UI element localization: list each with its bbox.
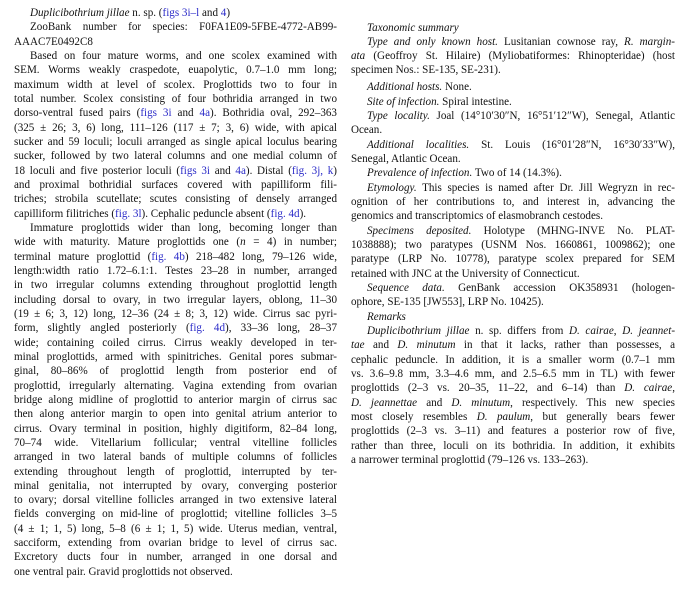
text: , [613,324,623,337]
text-line [14,379,337,393]
text-line [351,152,675,166]
figure-link[interactable]: 4 [220,7,227,19]
text-line [351,123,675,137]
text: (Geoffroy St. Hilaire) (Myliobatiformes: Rhinopteridae) (host [365,50,675,63]
text: a narrower terminal proglottid (79–126 vs. 133–263). [351,453,589,466]
text-line [14,350,337,364]
text-line [14,479,337,493]
text: (19 ± 6; 3, 12) long, 12–36 (24 ± 8; 3, 12) wide. Cirrus sac pyri- [14,307,337,320]
text-line [14,63,337,77]
text: wide; containing coiled cirrus. Cirrus weakly developed in ter- [14,336,337,349]
text: Two of 14 (14.3%). [472,167,562,180]
italic-text: Duplicibothrium jillae [367,324,470,337]
text: to ovary; dorsal vitelline follicles arranged in two extensive lateral [14,494,337,507]
text: form, slightly angled posteriorly ( [14,322,190,335]
text-line [351,95,675,109]
italic-text: ata [351,50,366,63]
text-line [14,192,337,206]
right-column [351,21,675,468]
paragraph [351,310,675,324]
paragraph [14,6,337,20]
italic-text: D. paulum [476,410,531,423]
italic-text: R. margin- [624,35,675,48]
text-line [14,364,337,378]
text-line [14,393,337,407]
text: and [417,396,452,409]
text-line [351,295,675,309]
text: GenBank accession OK358931 (hologen- [444,281,675,294]
italic-text: Type locality. [367,109,430,122]
text: ginal, 80–86% of proglottid length from posterior end of [14,365,337,378]
text-line [14,35,337,49]
text: wide with maturity. Mature proglottids one ( [14,236,241,249]
text-line [14,135,337,149]
italic-text: n [240,236,246,249]
text: ) [333,164,337,177]
text: Immature proglottids wider than long, becoming longer than [30,221,337,234]
figure-link[interactable]: 4a [199,107,210,120]
text: and proximal bothridial surfaces covered with papilliform fili- [14,178,337,191]
text-line [14,221,337,235]
text-line [14,493,337,507]
text-line [14,178,337,192]
italic-text: Remarks [367,310,406,323]
text: then along anterior margin to open into genital atrium anterior to [14,408,337,421]
text: ophore, SE-135 [JW553], LRP No. 10425). [351,296,544,309]
text: 18 loculi and five posterior loculi ( [14,164,181,177]
paragraph [351,109,675,138]
text-line [351,195,675,209]
text: capilliform filitriches ( [14,207,116,220]
paragraph [351,281,675,310]
italic-text: D. jeannet- [622,324,676,337]
text-line [14,278,337,292]
text-line [351,281,675,295]
text: minal proglottids, armed with spinitriches. Genital pores submar- [14,350,337,363]
text: n. sp. differs from [469,324,569,337]
text-line [14,465,337,479]
figure-link[interactable]: figs 3i [140,107,172,120]
text-line [351,396,675,410]
text-line [14,565,337,579]
italic-text: Site of infection. [367,95,440,108]
text: and [210,164,236,177]
text-line [14,550,337,564]
text-line [14,92,337,106]
text: AAAC7E0492C8 [14,35,93,48]
text-line [351,267,675,281]
text: ognition of her contributions to, and interest in, advancing the [351,195,675,208]
italic-text: Specimens deposited. [367,224,472,237]
italic-text: Additional hosts. [367,81,443,94]
text-line [14,164,337,178]
italic-text: Sequence data. [367,281,445,294]
italic-text: D. minutum [451,396,511,409]
paragraph [351,166,675,180]
paragraph [351,95,675,109]
text: genomics and transcriptomics of elasmobranch cestodes. [351,210,603,223]
text-line [14,121,337,135]
paragraph [351,181,675,224]
paragraph [351,138,675,167]
italic-text: Taxonomic summary [367,21,459,34]
text-line [351,109,675,123]
paragraph [351,21,675,35]
text: vs. 3.6–9.8 mm, 3.3–4.6 mm, and 2.5–6.5 mm in TL) with fewer [351,367,675,380]
text: cephalic peduncle. In addition, it is a smaller worm (0.7–1 mm [351,353,675,366]
text: length:width ratio 1.72–6.1:1. Testes 23–28 in number, arranged [14,264,337,277]
text-line [351,224,675,238]
text: sucker and 59 loculi; loculi arranged as single apical loculus bearing [14,135,337,148]
paragraph [351,35,675,78]
figure-link[interactable]: 4a [235,164,246,177]
text: and [199,7,221,19]
text-line [351,381,675,395]
text: and [171,107,200,120]
text: Excretory ducts four in number, arranged in one dorsal and [14,551,337,564]
text-line [351,181,675,195]
text-line [351,353,675,367]
text: total number. Scolex consisting of four bothridia arranged in two [14,92,337,105]
figure-link[interactable]: fig. 4d [270,207,300,220]
text-line [14,307,337,321]
italic-text: Type and only known host. [367,35,498,48]
paragraph [351,80,675,94]
text-line [351,166,675,180]
text: ), 33–36 long, 28–37 [225,322,337,335]
text-line [14,536,337,550]
text-line [351,63,675,77]
italic-text: D. cairae [568,324,614,337]
paragraph [14,20,337,49]
text-line [14,336,337,350]
paragraph [351,224,675,281]
figure-link[interactable]: figs 3i [180,164,211,177]
text: Joal (14°10′30″N, 16°51′12″W), Senegal, Atlantic [429,109,675,122]
text: and [364,339,398,352]
text-line [14,49,337,63]
figure-link[interactable]: fig. 4d [189,322,226,335]
text-line [351,138,675,152]
paragraph [14,221,337,579]
text: Ocean. [351,124,383,137]
text-line [351,35,675,49]
text: sucker, followed by two lateral columns and one medial column of [14,150,337,163]
text-line [14,235,337,249]
text-line [351,453,675,467]
text: one ventral pair. Gravid proglottids not observed. [14,565,233,578]
text-line [351,367,675,381]
text-line [351,338,675,352]
text: paratype (LRP No. 10778), paratype scolex prepared for SEM [351,253,675,266]
text-line [14,78,337,92]
text: retained with JNC at the University of Connecticut. [351,267,580,280]
text: maximum width at level of scolex. Proglottids two to four in [14,78,337,91]
text: including dorsal to ovary, in two irregular layers, oblong, 11–30 [14,293,337,306]
text: ). [299,207,307,220]
text: cirrus. Ovary terminal in position, highly digitiform, 82–84 long, [14,422,337,435]
figure-link[interactable]: fig. 3j, k [291,164,334,177]
text: in that it lacks, rather than possesses, a [455,339,676,352]
text: Spiral intestine. [439,95,512,108]
text: , respectively. This new species [510,396,675,409]
text: (325 ± 26; 3, 6) long, 111–126 (117 ± 7; 3, 6) wide, with apical [14,121,337,134]
text: ). Distal ( [245,164,292,177]
text-line [351,252,675,266]
text: This species is named after Dr. Jill Wegryzn in rec- [416,181,675,194]
text: Holotype (MHNG-INVE No. PLAT- [471,224,675,237]
text: proglottids (2–3 vs. 20–35, 11–22, and 6–14) than [351,382,625,395]
text-line [14,522,337,536]
text-line [14,293,337,307]
text-line [14,20,337,34]
text-line [14,106,337,120]
text: Senegal, Atlantic Ocean. [351,152,461,165]
text: fields converging on mid-line of proglottid; vitelline follicles 3–5 [14,508,337,521]
text: extending throughout length of proglottid, interrupted by ter- [14,465,337,478]
italic-text: D. minutum [397,339,456,352]
text-line [14,207,337,221]
text: minal genitalia, not interrupted by ovary, converging posterior [14,479,337,492]
figure-link[interactable]: fig. 4b [151,250,185,263]
paragraph [14,49,337,221]
text-line [14,507,337,521]
text: 70–74 wide. Vitellarium follicular; ventral vitelline follicles [14,436,337,449]
text-line [14,250,337,264]
text: (4 ± 1; 1, 5) long, 5–8 (6 ± 1; 1, 5) wide. Uterus median, ventral, [14,522,337,535]
text: terminal mature proglottid ( [14,250,152,263]
text: proglottids (2–3 vs. 3–11) and features a posterior row of five, [351,425,675,438]
text: ) [226,7,231,19]
text: ZooBank number for species: F0FA1E09-5FBE-4772-AB99- [30,21,337,34]
text: bridge along midline of proglottid to anterior margin of cirrus sac [14,393,337,406]
text-line [351,49,675,63]
text: specimen Nos.: SE-135, SE-231). [351,64,501,77]
text: SEM. Worms weakly craspedote, euapolytic, 0.7–1.0 mm long; [14,64,337,77]
text: ). Bothridia oval, 292–363 [210,107,337,120]
figure-link[interactable]: figs 3i–l [162,7,200,19]
left-column [14,6,337,579]
italic-text: Prevalence of infection. [367,167,473,180]
text-line [351,80,675,94]
text: arranged in two lateral bands of multiple columns of follicles [14,451,337,464]
paragraph [351,324,675,467]
italic-text: Duplicibothrium jillae [30,7,130,19]
text-line [351,209,675,223]
text: None. [442,81,472,94]
text-line [351,21,675,35]
text: sacciform, extending from ovarian bridge to level of cirrus sac. [14,537,337,550]
text-line [351,424,675,438]
text-line [351,310,675,324]
text-line [14,6,337,20]
text-line [14,149,337,163]
text-line [351,439,675,453]
text-line [14,264,337,278]
italic-text: Etymology. [367,181,417,194]
text: most closely resembles [351,410,477,423]
italic-text: Additional localities. [367,138,470,151]
text: = 4) in number; [245,236,337,249]
text: in two irregular columns extending throughout proglottid length [14,279,337,292]
text: , but generally bears fewer [530,410,675,423]
italic-text: D. cairae [624,382,673,395]
text-line [351,410,675,424]
text: St. Louis (16°01′28″N, 16°30′33″W), [469,138,675,151]
text-line [351,324,675,338]
text: ). Cephalic peduncle absent ( [141,207,271,220]
text: 1038888); two paratypes (USNM Nos. 1660861, 1009862); one [351,238,675,251]
text: ) 218–482 long, 79–126 wide, [184,250,337,263]
text: dorso-ventral fused pairs ( [14,107,141,120]
text: proglottid, irregularly alternating. Vagina extending from ovarian [14,379,337,392]
text-line [14,422,337,436]
text: Based on four mature worms, and one scolex examined with [30,49,337,62]
text: Lusitanian cownose ray, [497,35,625,48]
text-line [351,238,675,252]
text: n. sp. ( [129,7,163,19]
text: rather than three, loculi on its bothridia. In addition, it exhibits [351,439,675,452]
text-line [14,407,337,421]
text-line [14,436,337,450]
text-line [14,450,337,464]
italic-text: D. jeannettae [351,396,418,409]
text: triches; strobila scutellate; scutes consisting of densely arranged [14,193,337,206]
italic-text: tae [351,339,365,352]
figure-link[interactable]: fig. 3l [115,207,142,220]
text: , [672,382,675,395]
text-line [14,321,337,335]
